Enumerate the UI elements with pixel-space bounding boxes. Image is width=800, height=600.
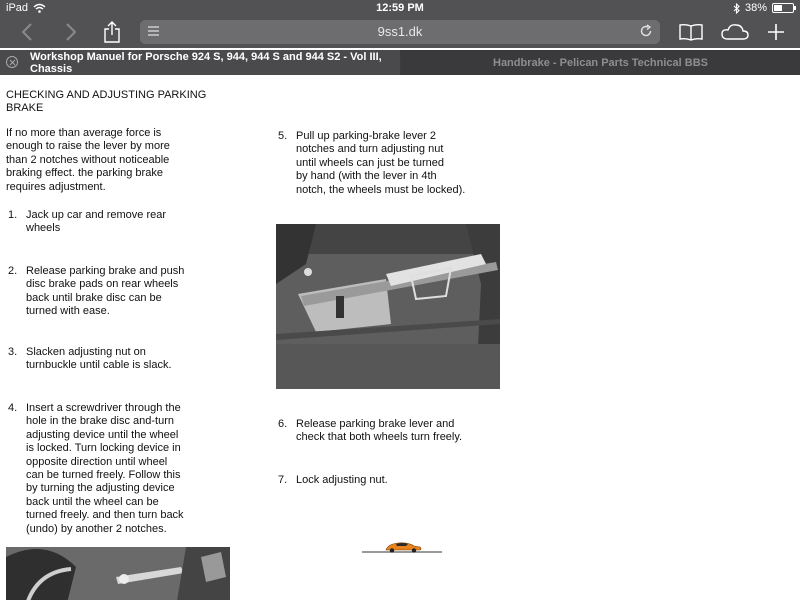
step-line: until wheels can just be turned — [296, 156, 444, 169]
step-line: turnbuckle until cable is slack. — [26, 359, 172, 372]
cloud-tabs-button[interactable] — [718, 16, 752, 48]
bluetooth-icon — [733, 3, 740, 14]
step-line: disc brake pads on rear wheels — [26, 278, 179, 291]
clock: 12:59 PM — [376, 2, 424, 14]
step-line: by hand (with the lever in 4th — [296, 170, 437, 183]
reload-icon[interactable] — [639, 24, 653, 38]
step-6 — [278, 418, 478, 445]
cloud-tabs-icon — [721, 23, 749, 41]
back-icon — [21, 22, 33, 42]
status-right — [733, 2, 794, 14]
step-3 — [8, 346, 198, 373]
step-line: Jack up car and remove rear — [26, 209, 167, 221]
step-1 — [8, 209, 188, 236]
step-number: 6. — [278, 418, 288, 430]
step-line: opposite direction until wheel — [26, 455, 168, 468]
intro-line: enough to raise the lever by more — [6, 140, 170, 153]
step-line: Lock adjusting nut. — [296, 474, 388, 486]
intro-line: braking effect. the parking brake — [6, 167, 163, 180]
step-line: wheels — [26, 222, 61, 235]
step-line: Insert a screwdriver through the — [26, 402, 181, 414]
step-5 — [278, 130, 478, 197]
step-line: (undo) by another 2 notches. — [26, 522, 167, 535]
tab-bar — [0, 50, 800, 75]
step-line: Pull up parking-brake lever 2 — [296, 130, 437, 142]
device-name: iPad — [6, 2, 29, 14]
browser-toolbar — [0, 16, 800, 48]
step-4 — [8, 402, 198, 536]
tab-workshop-manual[interactable] — [0, 50, 400, 75]
close-tab-icon[interactable] — [6, 56, 18, 68]
forward-button[interactable] — [58, 16, 84, 48]
title-line: CHECKING AND ADJUSTING PARKING — [6, 89, 207, 101]
tab-label: Handbrake - Pelican Parts Technical BBS — [493, 56, 708, 69]
porsche-car-icon[interactable] — [362, 539, 442, 555]
parking-brake-lever-photo — [276, 224, 500, 389]
step-line: Release parking brake lever and — [296, 418, 455, 430]
step-line: notch, the wheels must be locked). — [296, 183, 466, 196]
bookmarks-icon — [679, 23, 703, 41]
battery-icon — [772, 3, 794, 13]
page-content — [0, 75, 800, 600]
tab-handbrake[interactable] — [401, 50, 800, 75]
step-line: back until the wheel can be — [26, 495, 159, 508]
intro-line: than 2 notches without noticeable — [6, 153, 170, 166]
forward-icon — [65, 22, 77, 42]
address-bar[interactable] — [140, 20, 660, 44]
step-line: Slacken adjusting nut on — [26, 346, 146, 358]
intro-paragraph — [6, 127, 186, 194]
step-line: back until brake disc can be — [26, 291, 162, 304]
back-button[interactable] — [14, 16, 40, 48]
step-line: notches and turn adjusting nut — [296, 143, 444, 156]
status-bar — [0, 0, 800, 16]
page-title — [6, 89, 226, 116]
tab-label: Workshop Manuel for Porsche 924 S, 944, 944 S and 944 S2 - Vol III, Chassis — [30, 50, 382, 75]
step-line: is locked. Turn locking device in — [26, 442, 181, 455]
step-number: 3. — [8, 346, 18, 358]
step-number: 1. — [8, 209, 18, 221]
step-line: Release parking brake and push — [26, 265, 185, 277]
url-text: 9ss1.dk — [377, 24, 423, 39]
intro-line: If no more than average force is — [6, 127, 162, 139]
brake-disc-photo — [6, 547, 230, 600]
step-line: hole in the brake disc and-turn — [26, 415, 174, 428]
step-number: 2. — [8, 265, 18, 277]
intro-line: requires adjustment. — [6, 180, 106, 193]
battery-percent: 38% — [744, 2, 767, 14]
new-tab-button[interactable] — [764, 16, 788, 48]
step-line: adjusting device until the wheel — [26, 428, 179, 441]
new-tab-icon — [767, 23, 785, 41]
title-line: BRAKE — [6, 102, 44, 115]
step-line: check that both wheels turn freely. — [296, 431, 463, 444]
share-button[interactable] — [100, 16, 124, 48]
share-icon — [103, 21, 121, 43]
step-2 — [8, 265, 198, 319]
step-number: 4. — [8, 402, 18, 414]
step-number: 7. — [278, 474, 288, 486]
bookmarks-button[interactable] — [678, 16, 704, 48]
step-number: 5. — [278, 130, 288, 142]
step-line: turned with ease. — [26, 305, 110, 318]
step-line: turned freely. and then turn back — [26, 509, 184, 522]
step-line: by turning the adjusting device — [26, 482, 175, 495]
step-line: can be turned freely. Follow this — [26, 469, 181, 482]
step-7 — [278, 474, 478, 487]
